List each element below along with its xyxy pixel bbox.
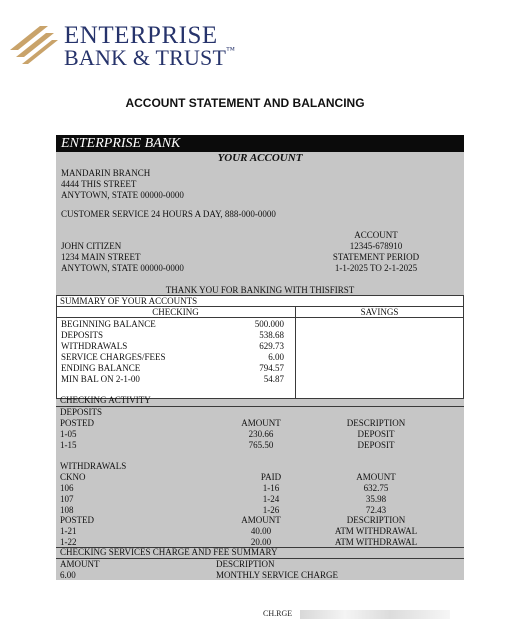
summary-row-value: 629.73 <box>259 341 284 351</box>
deposit-amount: 230.66 <box>248 429 274 439</box>
summary-row-value: 794.57 <box>259 363 284 373</box>
account-label: ACCOUNT <box>354 230 398 240</box>
deposit-posted: 1-05 <box>60 429 77 439</box>
savings-column-header: SAVINGS <box>360 307 399 317</box>
summary-row-value: 6.00 <box>268 352 284 362</box>
withdrawal-amount: 40.00 <box>250 526 272 536</box>
paid-column-header: PAID <box>260 472 282 482</box>
check-amount: 72.43 <box>365 505 387 515</box>
withdrawal-description: ATM WITHDRAWAL <box>334 526 418 536</box>
check-paid-date: 1-26 <box>262 505 280 515</box>
checking-column-header: CHECKING <box>152 307 199 317</box>
deposits-label: DEPOSITS <box>60 407 103 417</box>
withdrawals-label: WITHDRAWALS <box>60 461 127 471</box>
bank-logo <box>10 22 236 72</box>
summary-row-label: ENDING BALANCE <box>61 363 141 373</box>
account-number: 12345-678910 <box>349 241 403 251</box>
customer-name: JOHN CITIZEN <box>61 241 122 251</box>
customer-street: 1234 MAIN STREET <box>61 252 141 262</box>
description-column-header: DESCRIPTION <box>346 418 406 428</box>
logo-line-2: BANK & TRUST™ <box>64 45 236 70</box>
check-number: 106 <box>60 483 74 493</box>
posted-column-header: POSTED <box>60 418 95 428</box>
summary-row-value: 500.000 <box>254 319 284 329</box>
summary-row-label: DEPOSITS <box>61 330 104 340</box>
branch-city: ANYTOWN, STATE 00000-0000 <box>61 190 184 200</box>
footer-fragment-label: CH.RGE <box>263 609 293 618</box>
withdrawal-posted: 1-21 <box>60 526 77 536</box>
footer-fragment <box>260 608 420 620</box>
thank-you-line: THANK YOU FOR BANKING WITH THISFIRST <box>165 285 355 295</box>
summary-title: SUMMARY OF YOUR ACCOUNTS <box>60 296 198 306</box>
amount-column-header: AMOUNT <box>241 515 281 525</box>
amount-column-header: AMOUNT <box>241 418 281 428</box>
description-column-header: DESCRIPTION <box>346 515 406 525</box>
deposit-posted: 1-15 <box>60 440 77 450</box>
customer-city: ANYTOWN, STATE 00000-0000 <box>61 263 184 273</box>
branch-name: MANDARIN BRANCH <box>61 168 151 178</box>
summary-row-label: WITHDRAWALS <box>61 341 128 351</box>
deposit-description: DEPOSIT <box>357 429 395 439</box>
withdrawal-posted: 1-22 <box>60 537 77 547</box>
divider <box>56 406 464 407</box>
statement-panel <box>56 135 464 580</box>
summary-row-value: 538.68 <box>259 330 284 340</box>
statement-period-label: STATEMENT PERIOD <box>332 252 420 262</box>
statement-period: 1-1-2025 TO 2-1-2025 <box>334 263 418 273</box>
posted-column-header: POSTED <box>60 515 95 525</box>
fee-description-column-header: DESCRIPTION <box>216 559 275 569</box>
customer-service-line: CUSTOMER SERVICE 24 HOURS A DAY, 888-000-0000 <box>61 209 276 219</box>
summary-row-label: SERVICE CHARGES/FEES <box>61 352 166 362</box>
deposit-amount: 765.50 <box>248 440 274 450</box>
fee-description: MONTHLY SERVICE CHARGE <box>216 570 339 580</box>
check-number: 107 <box>60 494 74 504</box>
withdrawal-amount: 20.00 <box>250 537 272 547</box>
summary-row-label: BEGINNING BALANCE <box>61 319 156 329</box>
summary-row-label: MIN BAL ON 2-1-00 <box>61 374 140 384</box>
check-amount: 35.98 <box>365 494 387 504</box>
document-title: ACCOUNT STATEMENT AND BALANCING <box>125 96 365 110</box>
bank-logo-stripes-icon <box>10 24 58 64</box>
your-account-heading: YOUR ACCOUNT <box>217 152 303 164</box>
bank-name-bar: ENTERPRISE BANK <box>56 135 464 152</box>
check-paid-date: 1-16 <box>262 483 280 493</box>
column-divider <box>295 306 296 399</box>
check-amount: 632.75 <box>363 483 389 493</box>
checking-activity-title: CHECKING ACTIVITY <box>60 395 151 405</box>
withdrawal-description: ATM WITHDRAWAL <box>334 537 418 547</box>
fee-summary-title: CHECKING SERVICES CHARGE AND FEE SUMMARY <box>60 547 278 557</box>
ckno-column-header: CKNO <box>60 472 86 482</box>
check-number: 108 <box>60 505 74 515</box>
branch-street: 4444 THIS STREET <box>61 179 137 189</box>
logo-line-1: ENTERPRISE <box>64 22 218 49</box>
summary-row-value: 54.87 <box>263 374 284 384</box>
fee-amount-column-header: AMOUNT <box>60 559 100 569</box>
fee-amount: 6.00 <box>60 570 76 580</box>
check-amount-column-header: AMOUNT <box>356 472 396 482</box>
deposit-description: DEPOSIT <box>357 440 395 450</box>
check-paid-date: 1-24 <box>262 494 280 504</box>
faded-footer-text <box>300 610 450 619</box>
